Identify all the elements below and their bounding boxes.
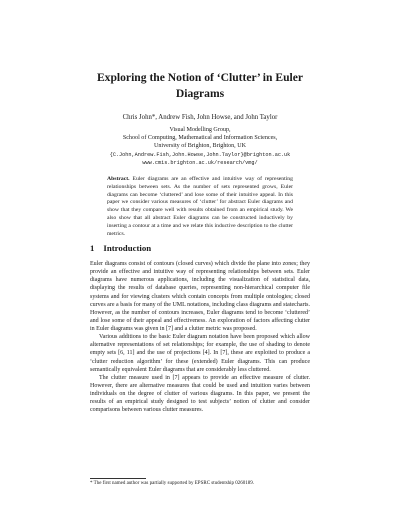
footnote: * The first named author was partially supported by EPSRC studentship 0260189. bbox=[90, 481, 255, 486]
title-line-1: Exploring the Notion of ‘Clutter’ in Euler bbox=[96, 71, 304, 84]
affiliation-line: University of Brighton, Brighton, UK bbox=[153, 143, 247, 150]
body-paragraph: Various additions to the basic Euler diagram notation have been proposed which allow alternative representations of set relationships; for example, the use of shading to denote empty sets [6, 11] and the use of projections [4]. In [7], these are exploited to produce a ‘clutter reduction algorithm’ for these (extended) Euler diagrams. This can produce semantically equivalent Euler diagrams that are considerably less cluttered. bbox=[90, 334, 310, 373]
abstract-text: Euler diagrams are an effective and intuitive way of representing relationships between sets. As the number of sets represented grows, Euler diagrams can become ‘cluttered’ and lose some of their intuitive appeal. In this paper we consider various measures of ‘clutter’ for abstract Euler diagrams and show that they compare well with results obtained from an empirical study. We also show that all abstract Euler diagrams can be constructed inductively by inserting a contour at a time and we relate this inductive description to the clutter metrics. bbox=[107, 176, 293, 237]
section-body bbox=[90, 260, 310, 414]
email-addresses: {C.John,Andrew.Fish,John.Howse,John.Taylor}@brighton.ac.uk bbox=[109, 151, 291, 158]
affiliation-line: Visual Modelling Group, bbox=[169, 127, 231, 133]
section-title: Introduction bbox=[103, 243, 152, 253]
footnote-rule bbox=[90, 478, 146, 479]
body-paragraph: Euler diagrams consist of contours (closed curves) which divide the plane into zones; they provide an effective and intuitive way of representing relationships between sets. Euler diagrams have numerous applications, including the visualization of statistical data, displaying the results of database queries, representing non-hierarchical computer file systems and for viewing clusters which contain concepts from multiple ontologies; closed curves are a basis for many of the UML notations, including class diagrams and statecharts. However, as the number of contours increases, Euler diagrams tend to become ‘cluttered’ and lose some of their appeal and effectiveness. An exploration of factors affecting clutter in Euler diagrams was given in [7] and a clutter metric was proposed. bbox=[90, 261, 310, 332]
affiliation-line: School of Computing, Mathematical and Information Sciences, bbox=[122, 135, 278, 142]
author-list: Chris John*, Andrew Fish, John Howse, and John Taylor bbox=[122, 114, 278, 121]
abstract-label: Abstract. bbox=[107, 176, 130, 182]
group-url: www.cmis.brighton.ac.uk/research/vmg/ bbox=[142, 159, 258, 166]
body-paragraph: The clutter measure used in [7] appears to provide an effective measure of clutter. However, there are alternative measures that could be used and intuition varies between individuals on the degree of clutter of various diagrams. In this paper, we present the results of an empirical study designed to test subjects’ notion of clutter and consider comparisons between various clutter measures. bbox=[90, 374, 310, 414]
section-number: 1 bbox=[90, 243, 95, 253]
section-heading bbox=[90, 243, 151, 254]
affiliation-block bbox=[70, 126, 330, 167]
title-line-2: Diagrams bbox=[175, 86, 225, 100]
abstract bbox=[107, 176, 293, 238]
paper-title bbox=[70, 70, 330, 101]
